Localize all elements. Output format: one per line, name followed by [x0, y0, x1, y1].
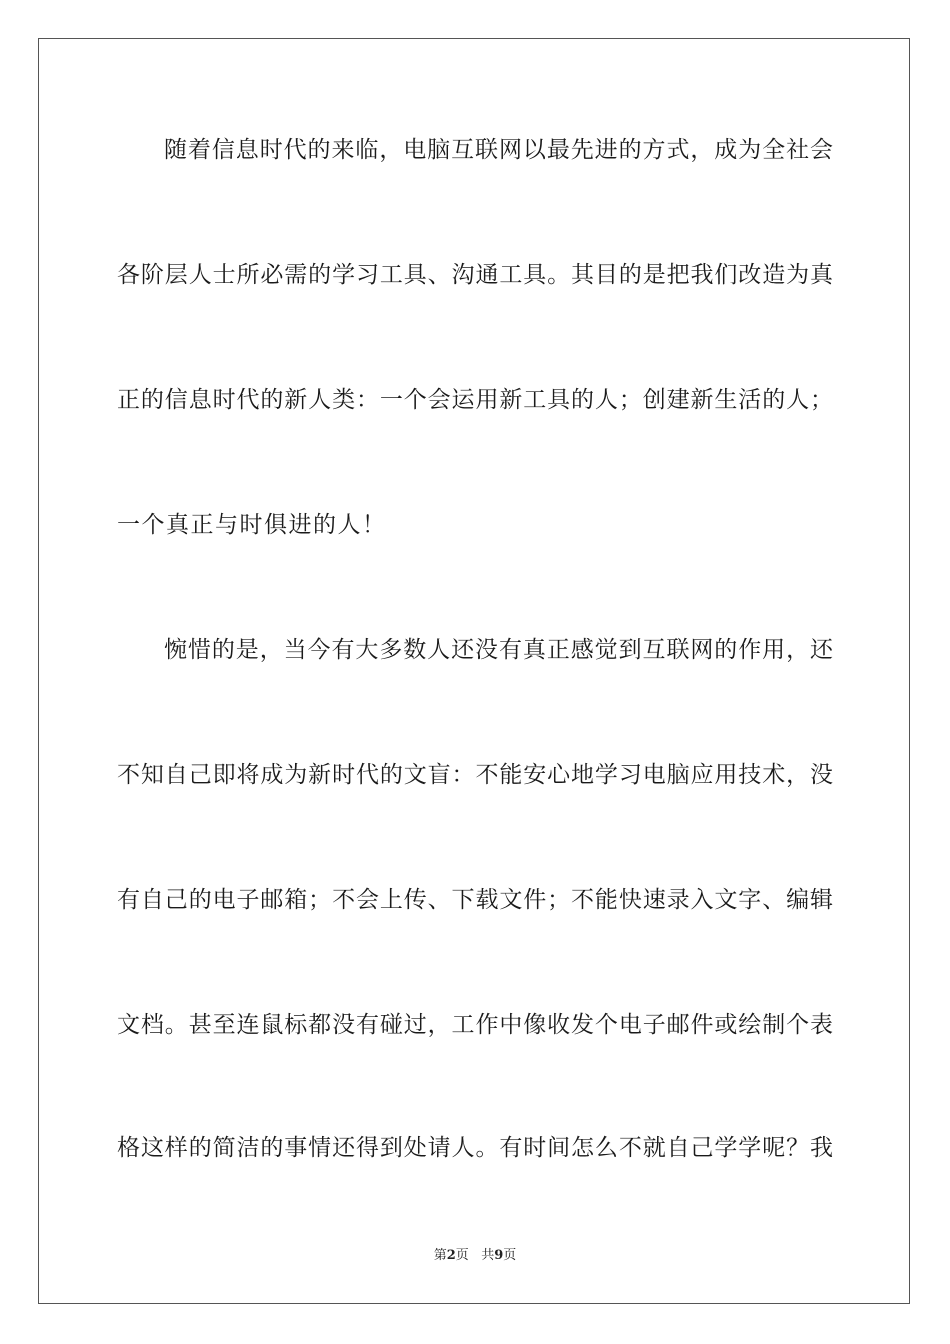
page-border: [38, 38, 910, 1304]
paragraph-2-line-4: 文档。甚至连鼠标都没有碰过，工作中像收发个电子邮件或绘制个表: [117, 1012, 833, 1038]
total-pages: 9: [494, 1248, 504, 1263]
page-number: 2: [446, 1248, 456, 1263]
paragraph-2-line-2: 不知自己即将成为新时代的文盲：不能安心地学习电脑应用技术，没: [117, 762, 833, 788]
paragraph-1-line-3: 正的信息时代的新人类：一个会运用新工具的人；创建新生活的人；: [117, 387, 833, 413]
page-footer: [0, 1247, 950, 1265]
paragraph-1-line-1: 随着信息时代的来临，电脑互联网以最先进的方式，成为全社会: [164, 137, 833, 163]
paragraph-2-line-1: 惋惜的是，当今有大多数人还没有真正感觉到互联网的作用，还: [164, 637, 833, 663]
paragraph-2-line-5: 格这样的简洁的事情还得到处请人。有时间怎么不就自己学学呢？我: [117, 1135, 833, 1161]
total-suffix: 页: [503, 1248, 517, 1263]
page-prefix: 第: [433, 1248, 447, 1263]
paragraph-2-line-3: 有自己的电子邮箱；不会上传、下载文件；不能快速录入文字、编辑: [117, 887, 833, 913]
paragraph-1-line-4: 一个真正与时俱进的人！: [117, 512, 387, 538]
page-suffix: 页: [455, 1248, 469, 1263]
total-prefix: 共: [481, 1248, 495, 1263]
paragraph-1-line-2: 各阶层人士所必需的学习工具、沟通工具。其目的是把我们改造为真: [117, 262, 833, 288]
